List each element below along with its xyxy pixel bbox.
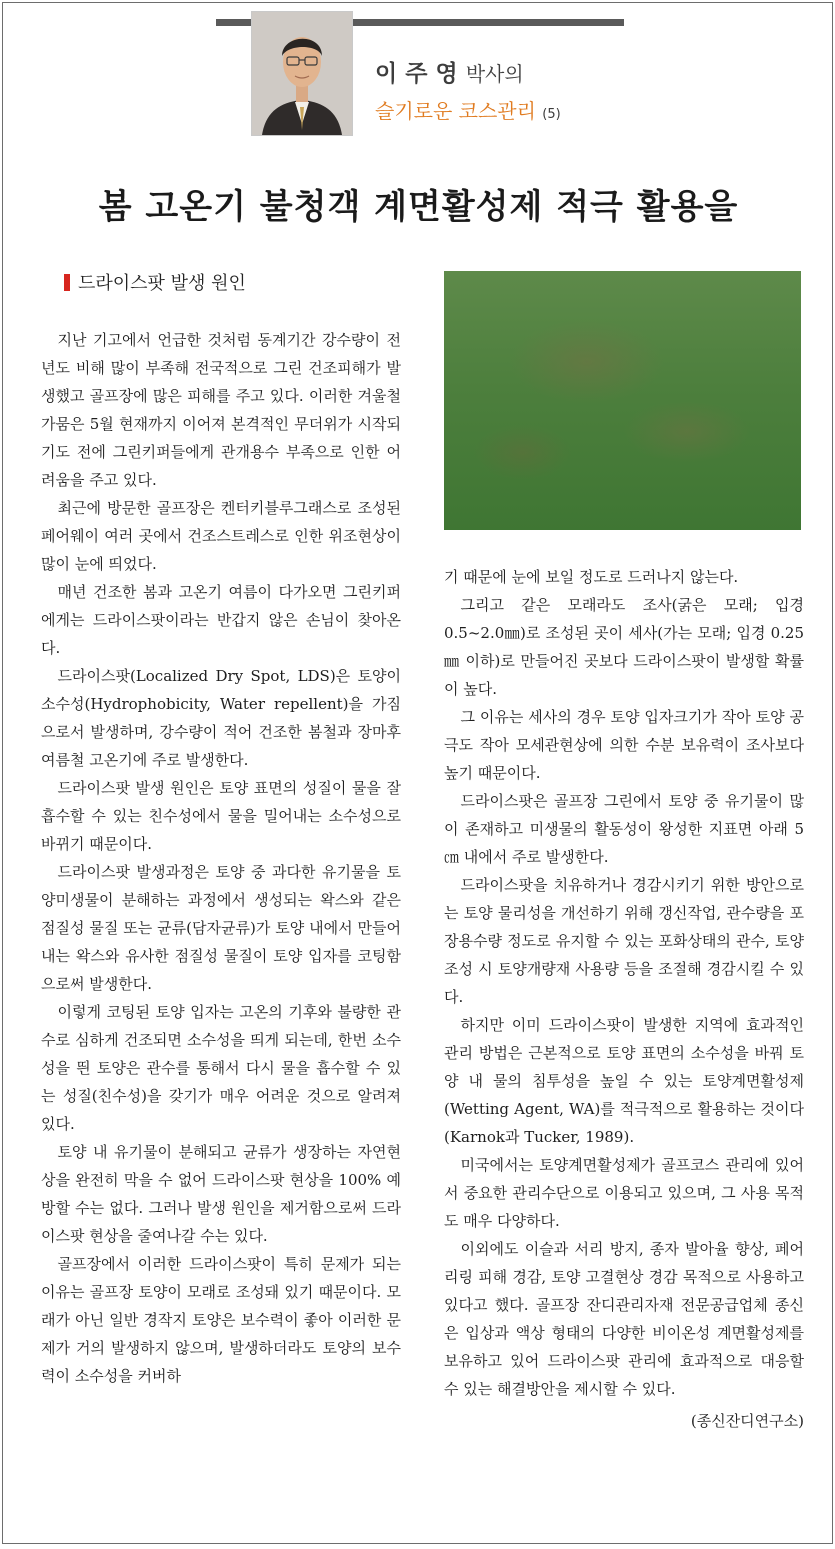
paragraph-continuation: 기 때문에 눈에 보일 정도로 드러나지 않는다. [444,568,739,586]
section-heading [64,269,246,295]
author-suffix: 박사의 [465,62,524,86]
author-name: 이 주 영 [375,61,458,87]
series-title [375,95,561,124]
paragraph: 이외에도 이슬과 서리 방지, 종자 발아율 향상, 페어리링 피해 경감, 토양 고결현상 경감 목적으로 사용하고 있다고 했다. 골프장 잔디관리자재 전문공급업체 종신은 입상과 액상 형태의 다양한 비이온성 계면활성제를 보유하고 있어 드라이스팟 관리에 효과적으로 대응할 수 있는 해결방안을 제시할 수 있다. [444,1240,804,1398]
paragraph: 그리고 같은 모래라도 조사(굵은 모래; 입경 0.5~2.0㎜)로 조성된 곳이 세사(가는 모래; 입경 0.25㎜ 이하)로 만들어진 곳보다 드라이스팟이 발생할 확률이 높다. [444,596,804,698]
paragraph: 드라이스팟 발생 원인은 토양 표면의 성질이 물을 잘 흡수할 수 있는 친수성에서 물을 밀어내는 소수성으로 바뀌기 때문이다. [41,779,401,853]
paragraph: 골프장에서 이러한 드라이스팟이 특히 문제가 되는 이유는 골프장 토양이 모래로 조성돼 있기 때문이다. 모래가 아닌 일반 경작지 토양은 보수력이 좋아 이러한 문제가 거의 발생하지 않으며, 발생하더라도 토양의 보수력이 소수성을 커버하 [41,1255,401,1385]
paragraph: 이렇게 코팅된 토양 입자는 고온의 기후와 불량한 관수로 심하게 건조되면 소수성을 띄게 되는데, 한번 소수성을 띈 토양은 관수를 통해서 다시 물을 흡수할 수 있는 성질(친수성)을 갖기가 매우 어려운 것으로 알려져 있다. [41,1003,401,1133]
paragraph: 미국에서는 토양계면활성제가 골프코스 관리에 있어서 중요한 관리수단으로 이용되고 있으며, 그 사용 목적도 매우 다양하다. [444,1156,804,1230]
newspaper-page [2,2,833,1544]
turf-photo [444,271,801,530]
paragraph: 최근에 방문한 골프장은 켄터키블루그래스로 조성된 페어웨이 여러 곳에서 건조스트레스로 인한 위조현상이 많이 눈에 띄었다. [41,499,401,573]
paragraph: 그 이유는 세사의 경우 토양 입자크기가 작아 토양 공극도 작아 모세관현상에 의한 수분 보유력이 조사보다 높기 때문이다. [444,708,804,782]
author-byline [375,55,524,88]
paragraph: 드라이스팟(Localized Dry Spot, LDS)은 토양이 소수성(Hydrophobicity, Water repellent)을 가짐으로서 발생하며, 강수량이 적어 건조한 봄철과 장마후 여름철 고온기에 주로 발생한다. [41,667,401,769]
paragraph: 드라이스팟은 골프장 그린에서 토양 중 유기물이 많이 존재하고 미생물의 활동성이 왕성한 지표면 아래 5㎝ 내에서 주로 발생한다. [444,792,804,866]
article-column-right [444,563,804,1543]
article-column-left [41,326,401,1536]
series-name: 슬기로운 코스관리 [375,99,536,123]
series-number: (5) [542,107,561,122]
source-credit: (종신잔디연구소) [690,1412,804,1430]
headline: 봄 고온기 불청객 계면활성제 적극 활용을 [98,187,739,227]
paragraph: 드라이스팟을 치유하거나 경감시키기 위한 방안으로는 토양 물리성을 개선하기 위해 갱신작업, 관수량을 포장용수량 정도로 유지할 수 있는 포화상태의 관수, 토양 조성 시 토양개량재 사용량 등을 조절해 경감시킬 수 있다. [444,876,804,1006]
author-photo [251,11,353,136]
section-title: 드라이스팟 발생 원인 [78,273,246,294]
paragraph: 하지만 이미 드라이스팟이 발생한 지역에 효과적인 관리 방법은 근본적으로 토양 표면의 소수성을 바꿔 토양 내 물의 침투성을 높일 수 있는 토양계면활성제(Wetting Agent, WA)를 적극적으로 활용하는 것이다(Karnok과 Tucker, 1989). [444,1016,804,1146]
paragraph: 드라이스팟 발생과정은 토양 중 과다한 유기물을 토양미생물이 분해하는 과정에서 생성되는 왁스와 같은 점질성 물질 또는 균류(담자균류)가 토양 내에서 만들어내는 왁스와 유사한 점질성 물질이 토양 입자를 코팅함으로써 발생한다. [41,863,401,993]
paragraph: 지난 기고에서 언급한 것처럼 동계기간 강수량이 전년도 비해 많이 부족해 전국적으로 그린 건조피해가 발생했고 골프장에 많은 피해를 주고 있다. 이러한 겨울철 가뭄은 5월 현재까지 이어져 본격적인 무더위가 시작되기도 전에 그린키퍼들에게 관개용수 부족으로 인한 어려움을 주고 있다. [41,331,401,489]
section-marker [64,274,70,291]
paragraph: 매년 건조한 봄과 고온기 여름이 다가오면 그린키퍼에게는 드라이스팟이라는 반갑지 않은 손님이 찾아온다. [41,583,401,657]
paragraph: 토양 내 유기물이 분해되고 균류가 생장하는 자연현상을 완전히 막을 수 없어 드라이스팟 현상을 100% 예방할 수는 없다. 그러나 발생 원인을 제거함으로써 드라이스팟 현상을 줄여나갈 수는 있다. [41,1143,401,1245]
